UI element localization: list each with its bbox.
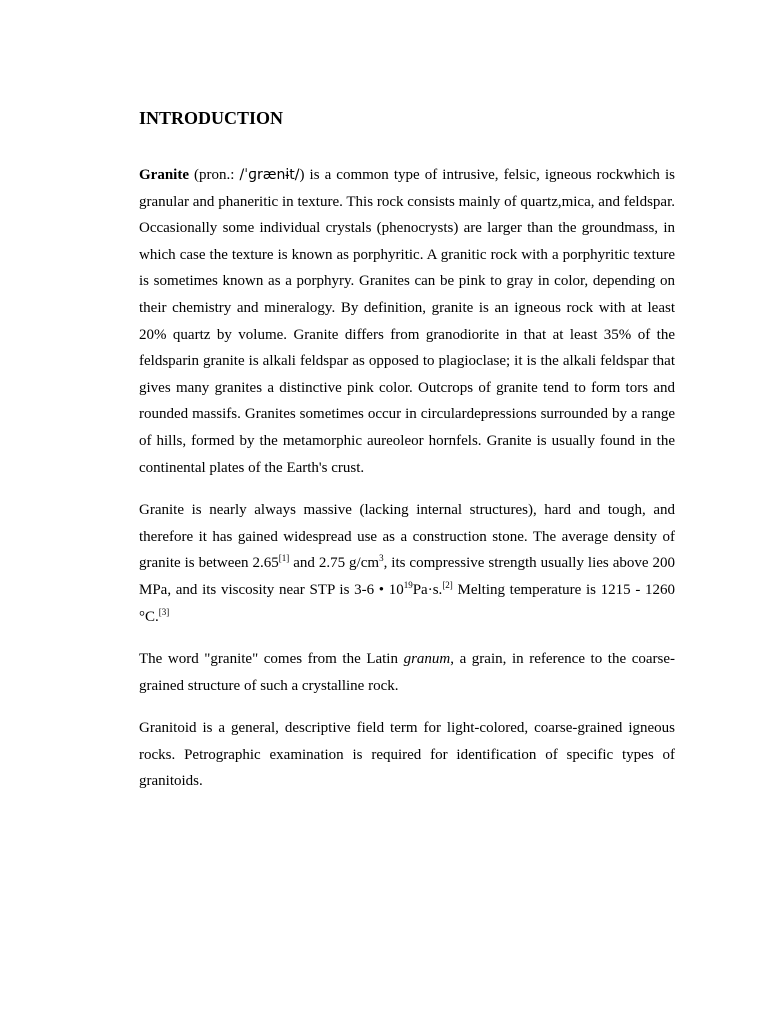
properties-text-3: , its compressive strength usually lies above 200 MPa, and its viscosity near STP is 3-6 • 10 xyxy=(139,555,676,598)
definition-text: ) is a common type of intrusive, felsic, igneous rockwhich is granular and phaneritic in texture. This rock consists mainly of quartz,mica, and feldspar. Occasionally some individual crystals (phenocrysts) are larger than the groundmass, in which case the texture is known as porphyritic. A granitic rock with a porphyritic texture is sometimes known as a porphyry. Granites can be pink to gray in color, depending on their chemistry and mineralogy. By definition, granite is an igneous rock with at least 20% quartz by volume. Granite differs from granodiorite in that at least 35% of the feldsparin granite is alkali feldspar as opposed to plagioclase; it is the alkali feldspar that gives many granites a distinctive pink color. Outcrops of granite tend to form tors and rounded massifs. Granites sometimes occur in circulardepressions surrounded by a range of hills, formed by the metamorphic aureoleor hornfels. Granite is usually found in the continental plates of the Earth's crust. xyxy=(139,167,675,476)
etymology-text-1: The word "granite" comes from the Latin xyxy=(139,651,404,668)
document-page xyxy=(139,106,675,811)
citation-2: [2] xyxy=(442,579,453,590)
citation-3: [3] xyxy=(158,606,170,617)
properties-text-2: and 2.75 g/cm xyxy=(289,555,380,572)
pron-open: (pron.: xyxy=(189,167,240,183)
section-heading: INTRODUCTION xyxy=(139,108,284,128)
properties-text-4: Pa·s. xyxy=(412,581,443,598)
properties-text-5: Melting temperature is 1215 - 1260 °C. xyxy=(139,581,676,625)
paragraph-granite-definition xyxy=(139,162,675,481)
latin-term: granum xyxy=(403,651,451,668)
paragraph-properties xyxy=(139,497,675,630)
properties-text-1: Granite is nearly always massive (lacking internal structures), hard and tough, and therefore it has gained widespread use as a construction stone. The average density of granite is between 2.65 xyxy=(139,502,675,572)
paragraph-granitoid: Granitoid is a general, descriptive field term for light-colored, coarse-grained igneous rocks. Petrographic examination is required for identification of specific types of granitoids. xyxy=(139,720,675,790)
superscript-cube: 3 xyxy=(379,553,384,564)
etymology-text-2: , a grain, in reference to the coarse-grained structure of such a crystalline rock. xyxy=(139,651,676,694)
citation-1: [1] xyxy=(278,553,290,564)
paragraph-etymology xyxy=(139,646,675,699)
term-granite: Granite xyxy=(139,167,189,183)
ipa-pronunciation: /ˈɡrænɨt/ xyxy=(239,167,300,183)
superscript-exponent: 19 xyxy=(403,579,413,590)
